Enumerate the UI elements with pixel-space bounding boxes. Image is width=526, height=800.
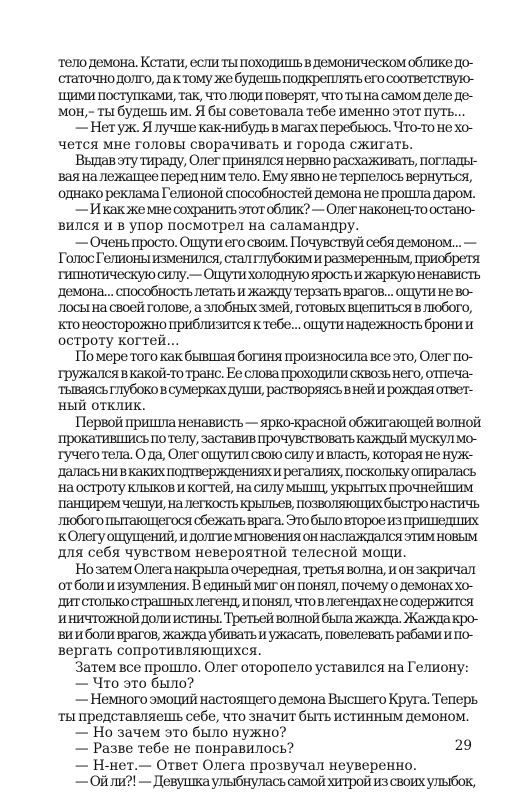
text-line: далась ни в каких подтверждениях и регалиях, поскольку опиралась (58, 463, 476, 480)
text-line: Голос Гелионы изменился, стал глубоким и размеренным, приобретя (58, 251, 480, 268)
text-line: — Разве тебе не понравилось? (75, 741, 295, 758)
paragraph (58, 55, 472, 120)
text-line: ты представляешь себе, что значит быть истинным демоном. (58, 708, 470, 725)
paragraph (58, 561, 478, 660)
text-line: — Немного эмоций настоящего демона Высшего Круга. Теперь (75, 692, 478, 709)
text-line: мон,– ты будешь им. Я бы советовала тебе именно этот путь... (58, 104, 466, 121)
text-line: Затем все прошло. Олег оторопело уставился на Гелиону: (75, 659, 469, 676)
text-line: панцирем чешуи, на легкость крыльев, позволяющих быстро настичь (58, 496, 479, 513)
text-line: Но затем Олега накрыла очередная, третья волна, и он закричал (75, 561, 475, 578)
text-line: статочно долго, да к тому же будешь подкреплять его соответствую- (58, 71, 473, 88)
text-line: — Н-нет.— Ответ Олега прозвучал неуверенно. (75, 757, 418, 774)
text-line: Выдав эту тираду, Олег принялся нервно расхаживать, поглады- (75, 153, 477, 170)
text-line: Первой пришла ненависть — ярко-красной обжигающей волной (75, 414, 481, 431)
paragraph (58, 676, 472, 692)
text-line: — Очень просто. Ощути его своим. Почувствуй себя демоном... — (75, 234, 476, 251)
text-line: — Нет уж. Я лучше как-нибудь в магах перебьюсь. Что-то не хо- (75, 120, 472, 137)
paragraph (58, 774, 476, 791)
paragraph (58, 153, 477, 202)
text-line: ный отклик. (58, 398, 146, 415)
text-line: По мере того как бывшая богиня произносила все это, Олег по- (75, 349, 472, 366)
text-line: вился и в упор посмотрел на саламандру. (58, 218, 360, 235)
text-line: вергать сопротивляющихся. (58, 643, 262, 660)
paragraph (58, 349, 472, 414)
text-line: однако реклама Гелионой способностей демона не прошла даром. (58, 185, 476, 202)
text-line: для себя чувством невероятной телесной мощи. (58, 545, 407, 562)
text-line: — И как же мне сохранить этот облик? — Олег наконец-то остано- (75, 202, 475, 219)
text-line: ви и боли врагов, жажда убивать и ужасать, повелевать рабами и по- (58, 627, 472, 644)
text-line: тываясь глубоко в сумерках души, растворяясь в ней и рождая ответ- (58, 381, 472, 398)
text-line: щими поступками, так, что люди поверят, что ты на самом деле де- (58, 87, 472, 104)
text-line: — Что это было? (75, 676, 195, 693)
text-line: дит столько страшных легенд, и понял, что в легендах не содержится (58, 594, 474, 611)
text-line: остроту когтей... (58, 332, 180, 349)
body-text (58, 55, 481, 791)
paragraph (58, 234, 480, 349)
text-line: лосы на своей голове, а злобных змей, готовых вцепиться в любого, (58, 300, 472, 317)
text-line: прокатившись по телу, заставив прочувствовать каждый мускул мо- (58, 430, 476, 447)
paragraph (58, 202, 475, 235)
paragraph (58, 660, 472, 676)
paragraph (58, 120, 472, 153)
page-number: 29 (454, 738, 472, 754)
text-line: тело демона. Кстати, если ты походишь в демоническом облике до- (58, 55, 473, 71)
text-line: чется мне головы сворачивать и города сжигать. (58, 136, 414, 153)
paragraph (58, 725, 472, 741)
text-line: гипнотическую силу.— Ощути холодную ярость и жаркую ненависть (58, 267, 480, 284)
text-line: демона... способность летать и жажду терзать врагов... ощути не во- (58, 283, 472, 300)
paragraph (58, 741, 472, 757)
text-line: любого пытающегося сбежать врага. Это было второе из пришедших (58, 512, 478, 529)
text-line: кто неосторожно приблизится к тебе... ощути надежность брони и (58, 316, 473, 333)
paragraph (58, 692, 478, 725)
text-line: гучего тела. О да, Олег ощутил свою силу и власть, которая не нуж- (58, 447, 472, 464)
text-line: к Олегу ощущений, и долгие мгновения он наслаждался этим новым (58, 528, 477, 545)
text-line: от боли и изумления. В единый миг он понял, почему о демонах хо- (58, 578, 472, 594)
text-line: — Но зачем это было нужно? (75, 725, 287, 742)
text-line: на остроту клыков и когтей, на силу мышц, укрытых прочнейшим (58, 479, 473, 496)
paragraph (58, 414, 481, 562)
text-line: — Ой ли?! — Девушка улыбнулась самой хитрой из своих улыбок, (75, 774, 476, 791)
text-line: гружался в какой-то транс. Ее слова проходили сквозь него, отпеча- (58, 365, 472, 382)
text-line: и ничтожной доли истины. Третьей волной была жажда. Жажда кро- (58, 610, 478, 627)
text-line: вая на лежащее перед ним тело. Ему явно не терпелось вернуться, (58, 169, 472, 186)
paragraph (58, 758, 472, 774)
